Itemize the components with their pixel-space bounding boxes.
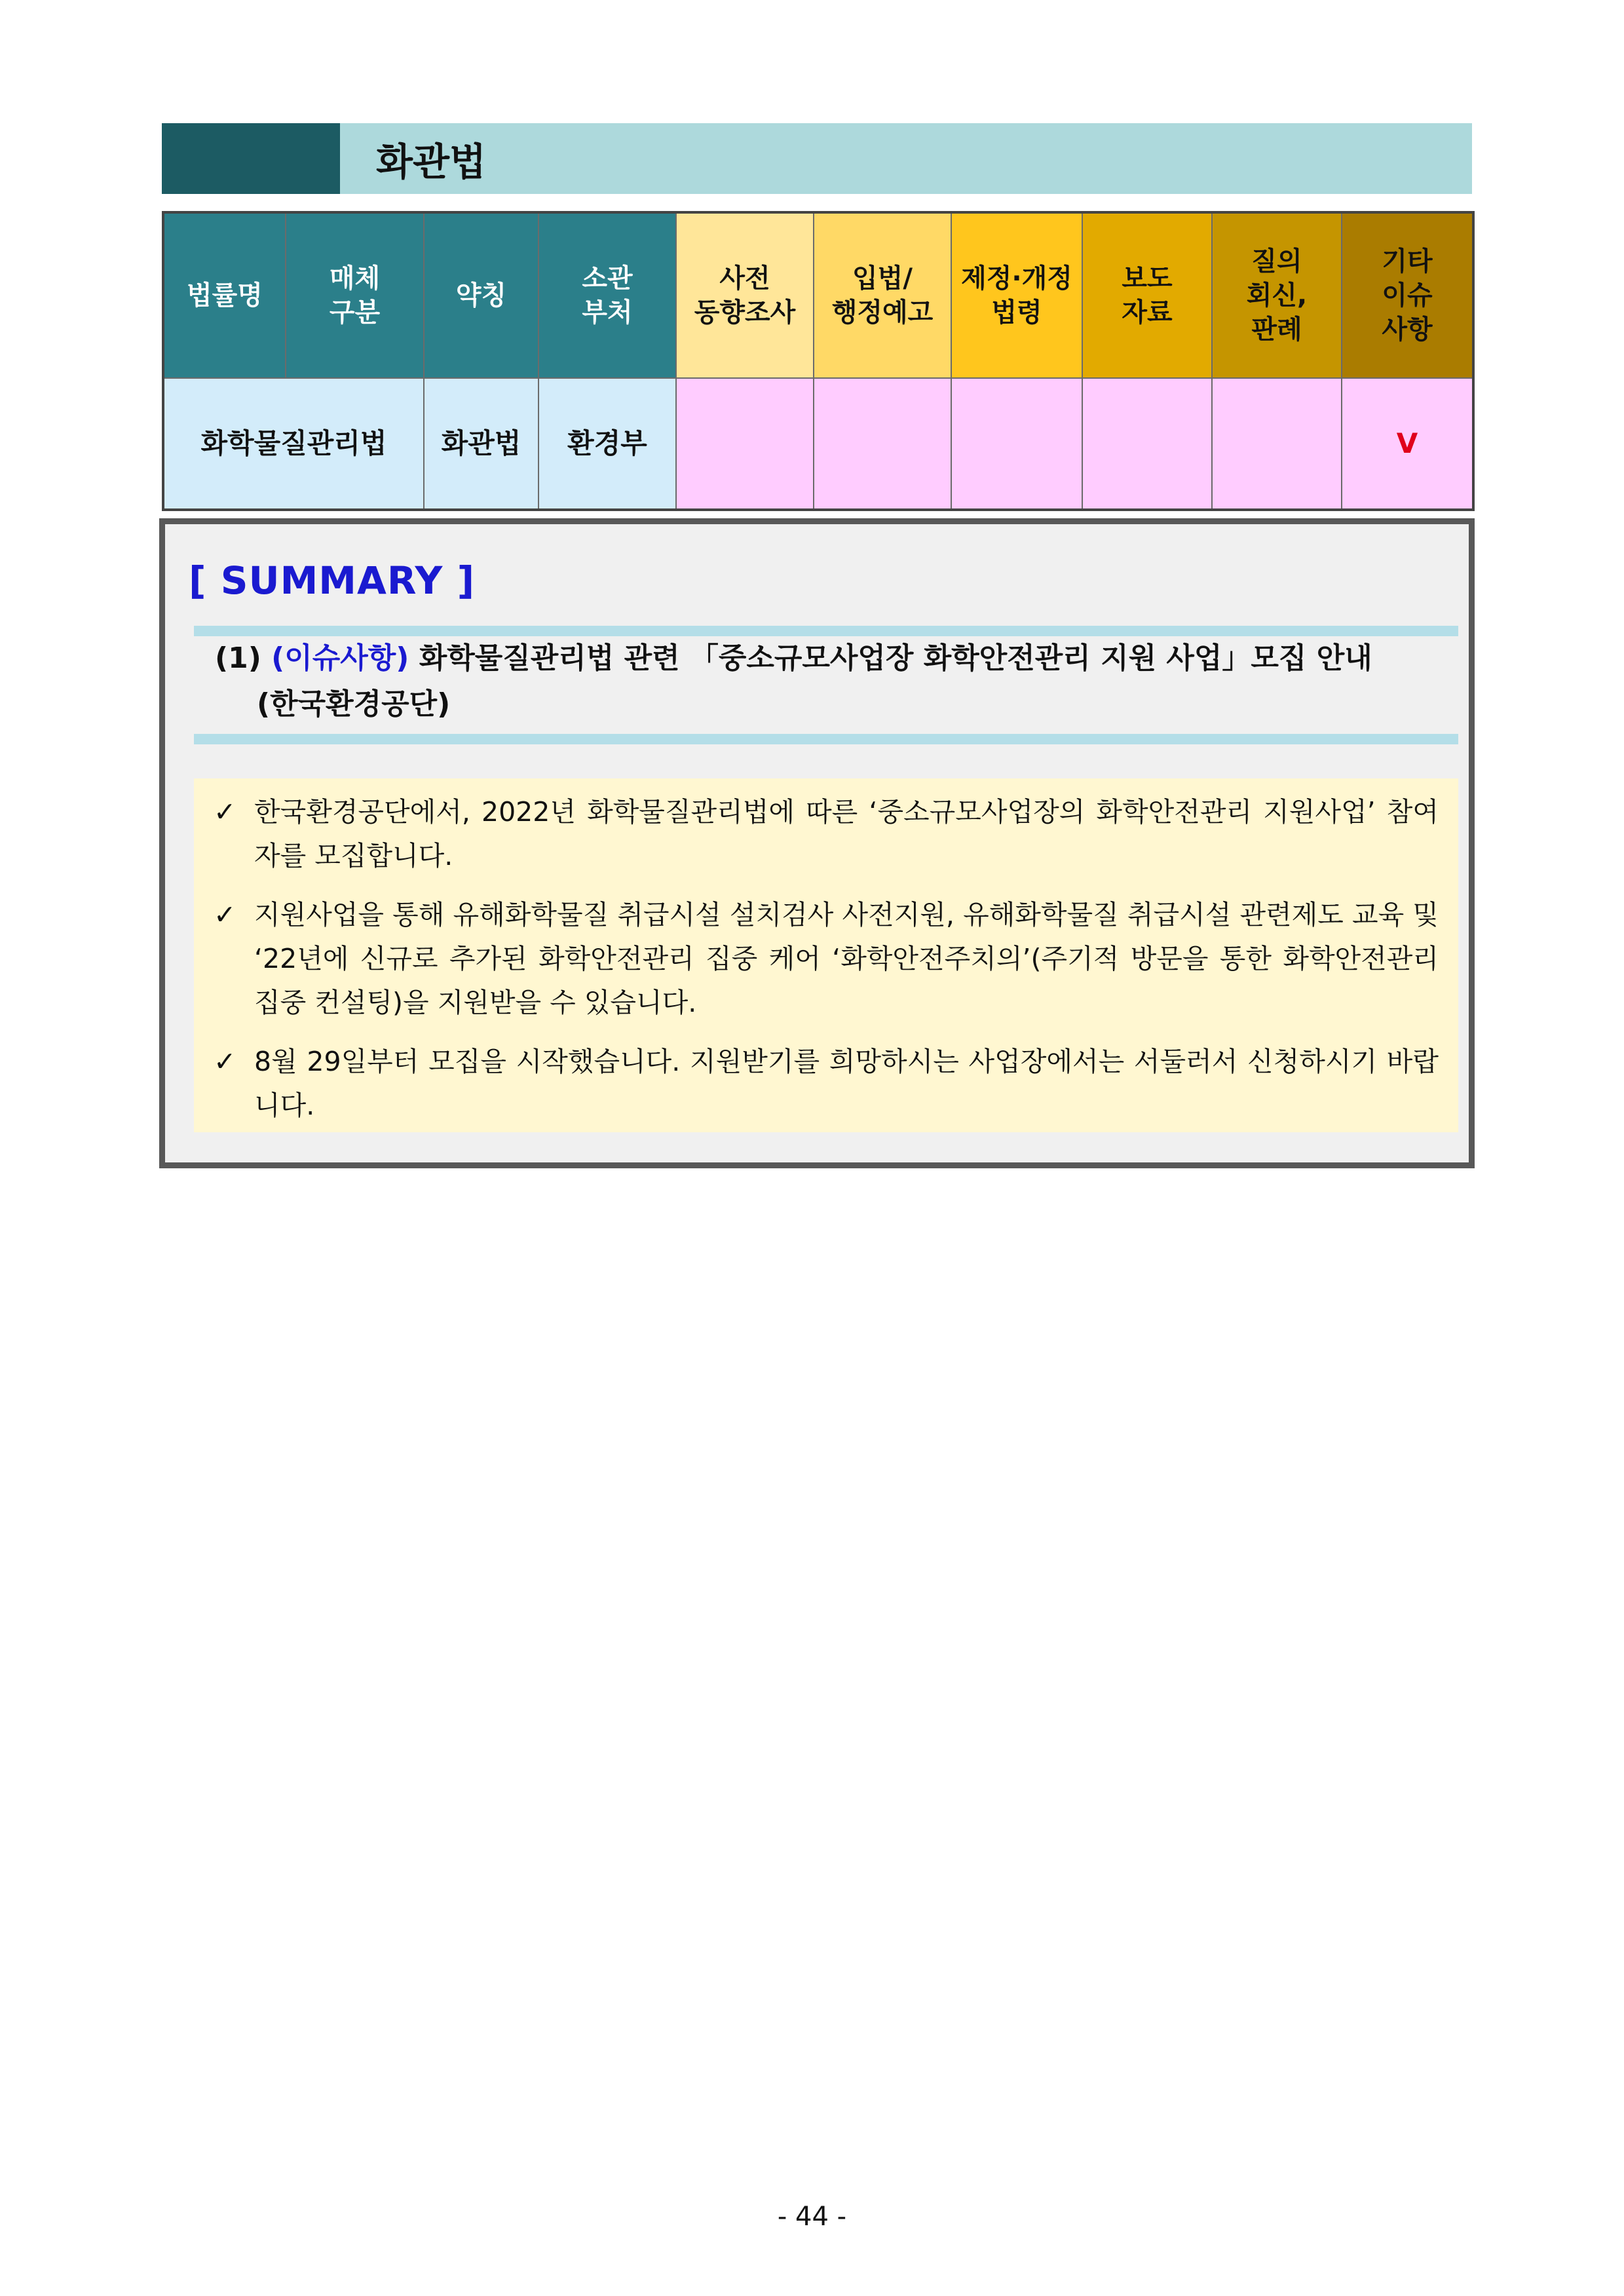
- header-ministry: 소관 부처: [538, 212, 676, 378]
- table-row: [163, 378, 1473, 510]
- summary-item-title: [215, 636, 1446, 727]
- list-item: [214, 1040, 1439, 1128]
- list-item: [214, 790, 1439, 878]
- header-enactment: 제정·개정 법령: [951, 212, 1082, 378]
- header-press: 보도 자료: [1082, 212, 1212, 378]
- cell-other-issue: V: [1342, 378, 1473, 510]
- bullet-text: 8월 29일부터 모집을 시작했습니다. 지원받기를 희망하시는 사업장에서는 서둘러서 신청하시기 바랍니다.: [254, 1046, 1439, 1121]
- section-title: 화관법: [340, 123, 1472, 194]
- item-number: (1): [215, 641, 261, 675]
- page-number: - 44 -: [777, 2202, 847, 2232]
- bullet-text: 지원사업을 통해 유해화학물질 취급시설 설치검사 사전지원, 유해화학물질 취급시설 관련제도 교육 및 ‘22년에 신규로 추가된 화학안전관리 집중 케어 ‘화학안전주치의’(주기적 방문을 통한 화학안전관리 집중 컨설팅)을 지원받을 수 있습니다.: [254, 899, 1439, 1018]
- summary-heading: [ SUMMARY ]: [189, 558, 476, 603]
- section-title-bar: [162, 123, 1472, 194]
- cell-inquiry: [1212, 378, 1342, 510]
- bullet-text: 한국환경공단에서, 2022년 화학물질관리법에 따른 ‘중소규모사업장의 화학안전관리 지원사업’ 참여자를 모집합니다.: [254, 796, 1439, 871]
- summary-notes: [194, 778, 1458, 1132]
- cell-law-name: 화학물질관리법: [163, 378, 424, 510]
- item-title-text: 화학물질관리법 관련 「중소규모사업장 화학안전관리 지원 사업」모집 안내: [419, 641, 1372, 675]
- table-header-row: [163, 212, 1473, 378]
- summary-top-divider: [194, 626, 1458, 636]
- cell-press: [1082, 378, 1212, 510]
- summary-box: [159, 518, 1475, 1168]
- summary-bottom-divider: [194, 734, 1458, 744]
- header-legislative-notice: 입법/ 행정예고: [814, 212, 951, 378]
- header-other-issue: 기타 이슈 사항: [1342, 212, 1473, 378]
- header-media-type: 매체 구분: [286, 212, 424, 378]
- header-pre-survey: 사전 동향조사: [676, 212, 814, 378]
- cell-legislative-notice: [814, 378, 951, 510]
- list-item: [214, 893, 1439, 1025]
- title-accent-block: [162, 123, 340, 194]
- header-inquiry: 질의 회신, 판례: [1212, 212, 1342, 378]
- item-tag: (이슈사항): [271, 641, 409, 675]
- header-law-name: 법률명: [163, 212, 286, 378]
- law-status-table: [162, 211, 1475, 511]
- checkmark-icon: ✓: [214, 796, 236, 828]
- cell-enactment: [951, 378, 1082, 510]
- cell-ministry: 환경부: [538, 378, 676, 510]
- cell-abbreviation: 화관법: [424, 378, 538, 510]
- checkmark-icon: ✓: [214, 899, 236, 930]
- checkmark-icon: ✓: [214, 1046, 236, 1077]
- header-abbreviation: 약칭: [424, 212, 538, 378]
- cell-pre-survey: [676, 378, 814, 510]
- item-source: (한국환경공단): [257, 687, 451, 721]
